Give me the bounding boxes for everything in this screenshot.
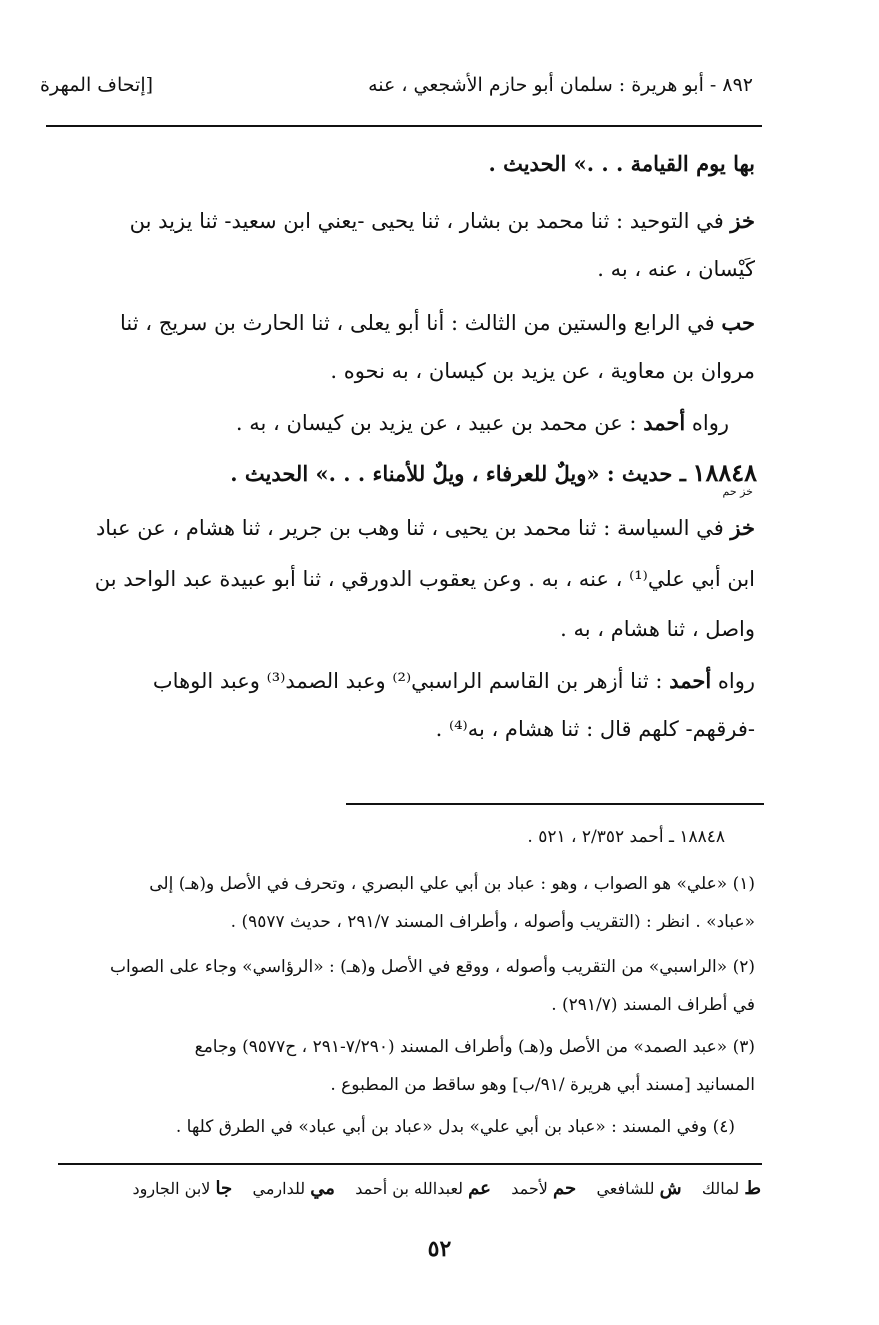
paragraph-text: : ثنا أزهر بن القاسم الراسبي⁽²⁾ وعبد الصمد⁽³⁾ وعبد الوهاب	[152, 669, 663, 693]
footnote-2-line-1: (٢) «الراسبي» من التقريب وأصوله ، ووقع في الأصل و(هـ) : «الرؤاسي» وجاء على الصواب	[109, 957, 755, 977]
abbreviation-key	[132, 1178, 761, 1199]
narration-prefix: رواه	[717, 669, 755, 693]
page-number: ٥٢	[427, 1236, 452, 1262]
footnote-2-line-2: في أطراف المسند (٢٩١/٧) .	[551, 995, 755, 1015]
abbr-item-abdullah: عم لعبدالله بن أحمد	[355, 1178, 491, 1199]
hadith-title: ـ حديث : «ويلٌ للعرفاء ، ويلٌ للأمناء . . .» الحديث .	[230, 461, 686, 486]
paragraph-ahmad-2-line-2: -فرقهم- كلهم قال : ثنا هشام ، به⁽⁴⁾ .	[435, 717, 755, 741]
sigla-khz: خز	[730, 515, 755, 540]
header-rule	[46, 125, 762, 127]
paragraph-khz-1-line-1	[130, 207, 755, 235]
abbr-item-darimi: مي للدارمي	[252, 1178, 335, 1199]
narration-prefix: رواه	[691, 411, 729, 435]
paragraph-hb-line-2: مروان بن معاوية ، عن يزيد بن كيسان ، به نحوه .	[330, 359, 755, 383]
hadith-sources: خز حم	[722, 485, 753, 498]
continuation-line: بها يوم القيامة . . .» الحديث .	[488, 151, 755, 176]
abbreviation-rule	[58, 1163, 762, 1165]
abbr-item-malik: ط لمالك	[701, 1178, 761, 1199]
paragraph-text: في السياسة : ثنا محمد بن يحيى ، ثنا وهب بن جرير ، ثنا هشام ، عن عباد	[95, 516, 724, 540]
narrator-name: أحمد	[643, 410, 686, 435]
sigla-hb: حب	[721, 310, 755, 335]
footnote-rule	[346, 803, 764, 805]
footnote-4: (٤) وفي المسند : «عباد بن أبي علي» بدل «عباد بن أبي عباد» في الطرق كلها .	[175, 1117, 735, 1137]
sigla-khz: خز	[730, 208, 755, 233]
paragraph-khz-2-line-1	[96, 514, 755, 542]
hadith-heading	[230, 459, 757, 488]
paragraph-hb-line-1	[120, 309, 755, 337]
hadith-number: ١٨٨٤٨	[692, 458, 757, 487]
footnote-1-line-1: (١) «علي» هو الصواب ، وهو : عباد بن أبي علي البصري ، وتحرف في الأصل و(هـ) إلى	[149, 874, 755, 894]
abbr-item-ahmad: حم لأحمد	[511, 1178, 577, 1199]
footnote-reference: ١٨٨٤٨ ـ أحمد ٢/٣٥٢ ، ٥٢١ .	[527, 827, 725, 847]
footnote-1-line-2: «عباد» . انظر : (التقريب وأصوله ، وأطراف المسند ٢٩١/٧ ، حديث ٩٥٧٧) .	[230, 912, 755, 932]
running-header-book: [إتحاف المهرة	[40, 74, 154, 96]
abbr-item-shafii: ش للشافعي	[596, 1178, 682, 1199]
abbr-item-jarud: جا لابن الجارود	[132, 1178, 233, 1199]
paragraph-text: : عن محمد بن عبيد ، عن يزيد بن كيسان ، به .	[235, 411, 637, 435]
narrator-name: أحمد	[669, 668, 712, 693]
paragraph-ahmad-2-line-1	[153, 667, 755, 695]
footnote-3-line-2: المسانيد [مسند أبي هريرة /٩١/ب] وهو ساقط من المطبوع .	[330, 1075, 755, 1095]
footnote-3-line-1: (٣) «عبد الصمد» من الأصل و(هـ) وأطراف المسند (٧/٢٩٠-٢٩١ ، ح٩٥٧٧) وجامع	[194, 1037, 755, 1057]
paragraph-khz-2-line-2: ابن أبي علي⁽¹⁾ ، عنه ، به . وعن يعقوب الدورقي ، ثنا أبو عبيدة عبد الواحد بن	[94, 567, 755, 591]
paragraph-text: في التوحيد : ثنا محمد بن بشار ، ثنا يحيى -يعني ابن سعيد- ثنا يزيد بن	[129, 209, 724, 233]
running-header-title: ٨٩٢ - أبو هريرة : سلمان أبو حازم الأشجعي ، عنه	[368, 74, 753, 96]
paragraph-ahmad-1	[236, 409, 729, 437]
paragraph-khz-1-line-2: كَيْسان ، عنه ، به .	[597, 257, 755, 281]
paragraph-text: في الرابع والستين من الثالث : أنا أبو يعلى ، ثنا الحارث بن سريج ، ثنا	[120, 311, 715, 335]
paragraph-khz-2-line-3: واصل ، ثنا هشام ، به .	[560, 617, 755, 641]
